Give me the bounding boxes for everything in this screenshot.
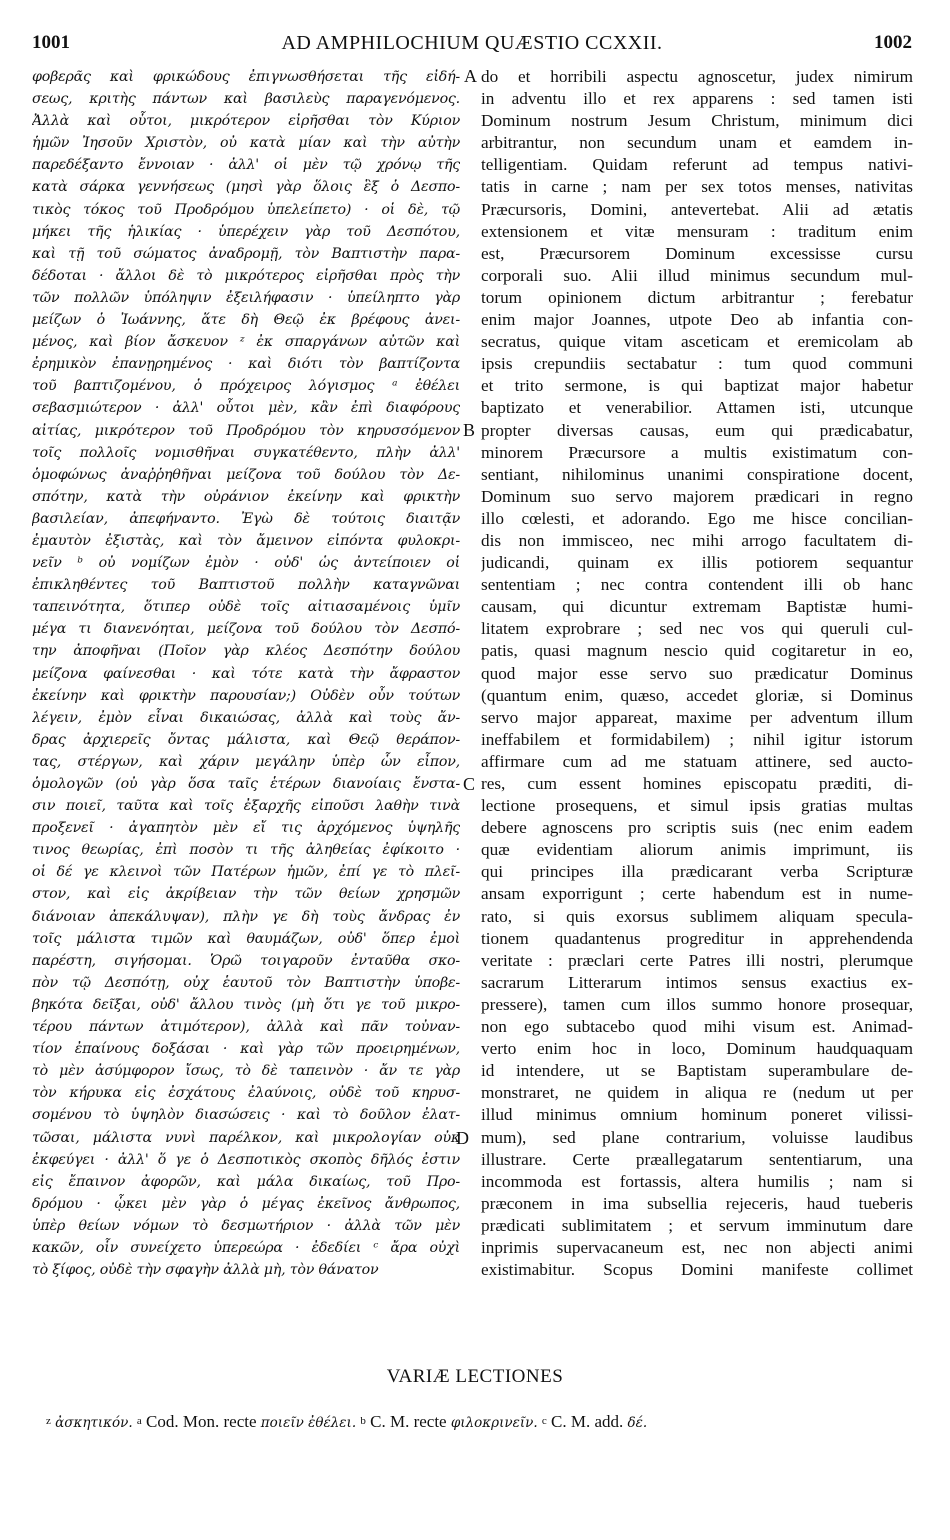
latin-line: tionem quadantenus progreditur in apprehendenda <box>481 928 913 948</box>
latin-line: id intendere, ut se Baptistam superambulare de- <box>481 1061 913 1081</box>
latin-line: patis, quasi magnum nescio quid cogitaretur in eo, <box>481 641 913 661</box>
latin-line: mum), sed plane contrarium, voluisse laudibus <box>481 1127 913 1147</box>
latin-line: propter diversas causas, eum qui prædicabatur, <box>481 420 913 440</box>
greek-line: τοῖς μάλιστα τιμῶν καὶ θαυμάζων, οὐδ' ὅπερ ἐμοὶ <box>32 930 460 947</box>
greek-line: εἰς ἔπαινον ἀφορῶν, καὶ μάλα δικαίως, τοῦ Προ- <box>32 1173 460 1190</box>
greek-line: προξενεῖ · ἀγαπητὸν μὲν εἴ τις ἀρχόμενος ὑψηλῆς <box>32 820 460 837</box>
latin-line: judicandi, quinam ex illis potiorem sequantur <box>481 553 913 573</box>
variae-lectiones-title: VARIÆ LECTIONES <box>386 1366 564 1387</box>
latin-line: telligentiam. Quidam referunt ad tempus nativi- <box>481 155 913 175</box>
latin-line: affirmare cum ad me statuam attinere, sed aucto- <box>481 751 913 771</box>
greek-line: πὸν τῷ Δεσπότῃ, οὐχ ἑαυτοῦ τὸν Βαπτιστὴν ὑποβε- <box>32 974 460 991</box>
greek-line: δρας ἀρχιερεῖς ὄντας μάλιστα, καὶ Θεῷ θεράπον- <box>32 731 460 748</box>
greek-line: τὸ ξίφος, οὐδὲ τὴν σφαγὴν ἀλλὰ μὴ, τὸν θάνατον <box>32 1262 379 1279</box>
greek-line: ὁμολογῶν (οὐ γὰρ ὅσα ταῖς ἑτέρων διανοίαις ἔνστα- <box>32 776 460 792</box>
latin-line: monstraret, ne quidem in aliqua re (nedum ut per <box>481 1083 913 1103</box>
latin-line: torum opinionem dictum arbitrantur ; ferebatur <box>481 287 913 307</box>
greek-line: κατὰ σάρκα γεννήσεως (μησὶ γὰρ ὅλοις ἓξ ὁ Δεσπο- <box>32 179 460 196</box>
greek-line: μήκει τῆς ἡλικίας · ὑπερέχειν γὰρ τοῦ Δεσπότου, <box>32 223 460 240</box>
greek-line: τοῖς πολλοῖς νομισθῆναι συγκατέθεντο, πλὴν ἀλλ' <box>32 444 460 461</box>
latin-line: veritate : præclari certe Patres illi nostri, plerumque <box>481 950 913 970</box>
latin-line: pressere), tamen cum illos summo honore prosequar, <box>481 994 913 1014</box>
greek-line: σεως, κριτὴς πάντων καὶ βασιλεὺς παραγενόμενος. <box>32 91 460 108</box>
latin-line: incommoda est fortassis, altera humilis ; nam si <box>481 1171 913 1191</box>
latin-line: corporali suo. Alii illud minimus secundum mul- <box>481 265 913 285</box>
greek-line: μέγα τι διανενόηται, μείζονα τοῦ δούλου τὸν Δεσπό- <box>32 621 460 638</box>
latin-line: et trito sermone, is qui baptizat major habetur <box>481 376 913 396</box>
latin-line: non ego subtacebo quod mihi visum est. Animad- <box>481 1017 913 1037</box>
greek-line: στον, καὶ εἰς ἀκρίβειαν τὴν τῶν θείων χρησμῶν <box>32 886 460 903</box>
latin-line: præconem in ima subsellia rejeceris, haud tueberis <box>481 1193 913 1213</box>
greek-line: οἱ δέ γε κλεινοὶ τῶν Πατέρων ἡμῶν, ἐπί γε τὸ πλεῖ- <box>32 864 460 881</box>
greek-line: την ἀποφῆναι (Ποῖον γὰρ κλέος Δεσπότην δούλου <box>32 643 460 660</box>
greek-column <box>32 66 460 1281</box>
latin-line: res, cum essent homines episcopatu præditi, di- <box>481 774 913 793</box>
greek-line: τίον ἐπαίνους δοξάσαι · καὶ γὰρ τῶν προειρημένων, <box>32 1041 460 1058</box>
latin-line: baptizato et venerabilior. Attamen isti, utcunque <box>481 398 913 418</box>
running-title: AD AMPHILOCHIUM QUÆSTIO CCXXII. <box>281 32 663 54</box>
greek-line: τινος θεωρίας, ἐπὶ ποσὸν τι τῆς ἀληθείας ἐφίκοιτο · <box>32 842 460 859</box>
latin-line: secratus, quique vitam asceticam et eremicolam ab <box>481 332 913 352</box>
greek-line: τέρου πάντων ἀτιμότερον), ἀλλὰ καὶ πᾶν τοὐναν- <box>32 1019 460 1036</box>
latin-line: enim major Joannes, utpote Deo ab infantia con- <box>481 310 913 330</box>
greek-line: αἰτίας, μικρότερον τοῦ Προδρόμου τὸν κηρυσσόμενον <box>32 422 460 439</box>
latin-line: ansam exporrigunt ; certe habendum est in nume- <box>481 884 913 904</box>
latin-line: sententiam ; nec contra contendent illi ob hanc <box>481 575 913 595</box>
latin-line: rato, si quis exorsus sublimem aliquam specula- <box>481 906 913 926</box>
greek-line: ταπεινότητα, ὅτιπερ οὐδὲ τοῖς αἰτιασαμένοις ὑμῖν <box>32 599 460 616</box>
latin-line: qui principes illa prædicarant verba Scripturæ <box>481 862 913 882</box>
latin-line: illo cœlesti, et adorando. Ego me hisce concilian- <box>481 508 913 528</box>
page-number-right: 1002 <box>874 32 912 53</box>
margin-letter-d: D <box>456 1128 469 1148</box>
variae-lectiones-notes <box>46 1412 926 1432</box>
greek-line: καὶ τῇ τοῦ σώματος ἀναδρομῇ, τὸν Βαπτιστὴν παρα- <box>32 245 460 262</box>
latin-line: est, Præcursorem Dominum excessisse cursu <box>481 243 913 263</box>
greek-line: σπότην, κατὰ τὴν οὐράνιον ἐκείνην καὶ φρικτὴν <box>32 488 460 505</box>
latin-line: (quantum enim, quæso, accedet gloriæ, si Dominus <box>481 685 913 705</box>
greek-line: μείζονα φαίνεσθαι · καὶ τότε κατὰ τὴν ἄφραστον <box>32 665 460 682</box>
greek-line: Ἀλλὰ καὶ οὗτοι, μικρότερον εἰρῆσθαι τὸν Κύριον <box>32 113 460 130</box>
greek-line: ἡμῶν Ἰησοῦν Χριστὸν, οὐ κατὰ μίαν καὶ τὴν αὐτὴν <box>32 135 460 152</box>
greek-line: τας, στέργων, καὶ χάριν μεγάλην ὑπὲρ ὧν εἶπον, <box>32 753 460 770</box>
greek-line: μένος, καὶ βίον ἄσκευον ᶻ ἐκ σπαργάνων αὐτῶν καὶ <box>32 334 460 351</box>
greek-line: τὸ μὲν ἀσύμφορον ἴσως, τὸ δὲ ταπεινὸν · ἄν τε γὰρ <box>32 1063 460 1080</box>
greek-line: λέγειν, ἐμὸν εἶναι δικαιώσας, ἀλλὰ καὶ τοὺς ἄν- <box>32 709 460 726</box>
greek-line: τικὸς τόκος τοῦ Προδρόμου ὑπελείπετο) · οἱ δὲ, τῷ <box>32 201 460 218</box>
latin-line: ineffabilem et formidabilem) ; nihil igitur istorum <box>481 729 913 749</box>
greek-line: ἐμαυτὸν ἐξιστὰς, καὶ τὸν ἄμεινον εἰπόντα φυλοκρι- <box>32 532 460 549</box>
latin-line: prædicati sublimitatem ; et servum imminutum dare <box>481 1215 913 1235</box>
greek-line: ἐκείνην καὶ φρικτὴν παρουσίαν;) Οὐδὲν οὖν τούτων <box>32 687 460 704</box>
latin-line: lectione prosequens, et simul ipsis gratias multas <box>481 796 913 816</box>
latin-line: sentiant, nihilominus unanimi conspiratione docent, <box>481 464 913 484</box>
greek-line: σιν ποιεῖ, ταῦτα καὶ τοῖς ἐξαρχῆς εἰποῦσι λαθὴν τινὰ <box>32 798 460 815</box>
latin-line: extensionem et vitæ mensuram : traditum enim <box>481 221 913 241</box>
latin-line: sacrarum Litterarum intimos sensus exactius ex- <box>481 972 913 992</box>
latin-line: Præcursoris, Domini, antevertebat. Alii ad ætatis <box>481 199 913 219</box>
greek-line: ἐρημικὸν ἐπανῃρημένος · καὶ διότι τὸν βαπτίζοντα <box>32 356 460 373</box>
latin-line: illustrare. Certe præallegatarum sententiarum, una <box>481 1149 913 1169</box>
latin-line: ipsis crepundiis sectabatur : tum quod communi <box>481 354 913 374</box>
latin-line: do et horribili aspectu agnoscetur, judex nimirum <box>481 67 913 86</box>
greek-line: ἐπικληθέντες τοῦ Βαπτιστοῦ πολλὴν καταγνῶναι <box>32 577 460 594</box>
note-c: $^c$ C. M. add. δέ. <box>541 1412 648 1431</box>
greek-line: βηκότα δεῖξαι, οὐδ' ἄλλου τινὸς (μὴ ὅτι γε τοῦ μικρο- <box>32 996 460 1013</box>
latin-line: tatis in carne ; nam per sex totos menses, nativitas <box>481 177 913 197</box>
latin-line: minorem Præcursore a multis existimatum con- <box>481 442 913 462</box>
margin-letter-c: C <box>463 774 476 794</box>
greek-line: μείζων ὁ Ἰωάννης, ἅτε δὴ Θεῷ ἐκ βρέφους ἀνει- <box>32 312 460 329</box>
greek-line: παρεδέξαντο ἔννοιαν · ἀλλ' οἱ μὲν τῷ χρόνῳ τῆς <box>32 157 460 174</box>
latin-line: quæ evidentiam aliorum animis imprimunt, iis <box>481 840 913 860</box>
latin-line: debere agnoscens pro scriptis suis (nec enim eadem <box>481 818 913 838</box>
note-a: $^a$ Cod. Mon. recte ποιεῖν ἐθέλει. <box>136 1412 357 1431</box>
latin-line: inprimis supervacaneum est, nec non abjecti animi <box>481 1237 913 1257</box>
latin-line: verto enim hoc in loco, Dominum haudquaquam <box>481 1039 913 1059</box>
margin-letter-a: A <box>464 66 477 86</box>
greek-line: νεῖν ᵇ οὐ νομίζων ἐμὸν · οὐδ' ὡς ἀντείποιεν οἱ <box>32 555 460 572</box>
greek-line: κακῶν, οἷν συνείχετο ὑπερεώρα · ἐδεδίει ᶜ ἄρα οὐχὶ <box>32 1239 460 1256</box>
greek-line: δέδοται · ἄλλοι δὲ τὸ μικρότερος εἰρῆσθαι πρὸς τὴν <box>32 267 460 284</box>
greek-line: διάνοιαν ἀπεκάλυψαν), πλὴν γε δὴ τοὺς ἄνδρας ἐν <box>32 908 460 925</box>
latin-line: servo major appareat, maxime per adventum illum <box>481 707 913 727</box>
greek-line: σεβασμιώτερον · ἀλλ' οὗτοι μὲν, κἂν ἐπὶ διαφόρους <box>32 400 460 417</box>
latin-line: Dominum suo servo majorem prædicari in regno <box>481 486 913 506</box>
latin-line: dis non immisceo, nec mihi arrogo facultatem di- <box>481 530 913 550</box>
greek-line: τὸν κήρυκα εἰς ἐσχάτους ἐλαύνοις, οὐδὲ τοῦ κηρυσ- <box>32 1085 460 1102</box>
latin-line: litatem exprobrare ; sed nec vos qui queruli cul- <box>481 619 913 639</box>
latin-line: arbitrantur, non secundum unam et eamdem in- <box>481 133 913 153</box>
latin-line: in adventu illo et rex apparens : sed tamen isti <box>481 89 913 109</box>
greek-line: παρέστη, σιγήσομαι. Ὁρῶ τοιγαροῦν ἐνταῦθα σκο- <box>32 952 460 969</box>
greek-line: τῶν πολλῶν ὑπόληψιν ἐξειλήφασιν · ὑπείληπτο γὰρ <box>32 289 460 306</box>
latin-line: Dominum nostrum Jesum Christum, minimum dici <box>481 111 913 131</box>
greek-line: ὁμοφώνως ἀναῤῥηθῆναι μείζονα τοῦ δούλου τὸν Δε- <box>32 466 460 483</box>
greek-line: ἐκφεύγει · ἀλλ' ὅ γε ὁ Δεσποτικὸς σκοπὸς δῆλός ἐστιν <box>32 1151 460 1168</box>
greek-line: βασιλείαν, ἀπεφήναντο. Ἐγὼ δὲ τούτοις διαιτᾷν <box>32 510 460 527</box>
latin-line: causam, qui dicuntur extremam Baptistæ humi- <box>481 597 913 617</box>
greek-line: τοῦ βαπτιζομένου, ὁ πρόχειρος λόγισμος ᵃ ἐθέλει <box>32 378 460 395</box>
greek-line: φοβερᾶς καὶ φρικώδους ἐπιγνωσθήσεται τῆς εἰδή- <box>32 69 460 85</box>
greek-line: τῶσαι, μάλιστα νυνὶ παρέλκον, καὶ μικρολογίαν οὐκ <box>32 1129 460 1146</box>
margin-letter-b: B <box>463 420 476 440</box>
latin-column <box>481 66 913 1281</box>
note-b: $^b$ C. M. recte φιλοκρινεῖν. <box>360 1412 538 1431</box>
greek-line: ὑπὲρ θείων νόμων τὸ δεσμωτήριον · ἀλλὰ τῶν μὲν <box>32 1217 460 1234</box>
latin-line: existimabitur. Scopus Domini manifeste collimet <box>481 1260 913 1280</box>
greek-line: δρόμου · ᾧκει μὲν γὰρ ὁ μέγας ἐκεῖνος ἄνθρωπος, <box>32 1195 460 1212</box>
latin-line: quod major esse servo suo prædicatur Dominus <box>481 663 913 683</box>
greek-line: σομένου τὸ ὑψηλὸν διασώσεις · καὶ τὸ δοῦλον ἐλατ- <box>32 1107 460 1124</box>
latin-line: illud minimus omnium hominum poneret vilissi- <box>481 1105 913 1125</box>
page-header <box>32 32 912 60</box>
page-number-left: 1001 <box>32 32 70 53</box>
note-z: $^z$ ἀσκητικόν. <box>46 1415 133 1431</box>
